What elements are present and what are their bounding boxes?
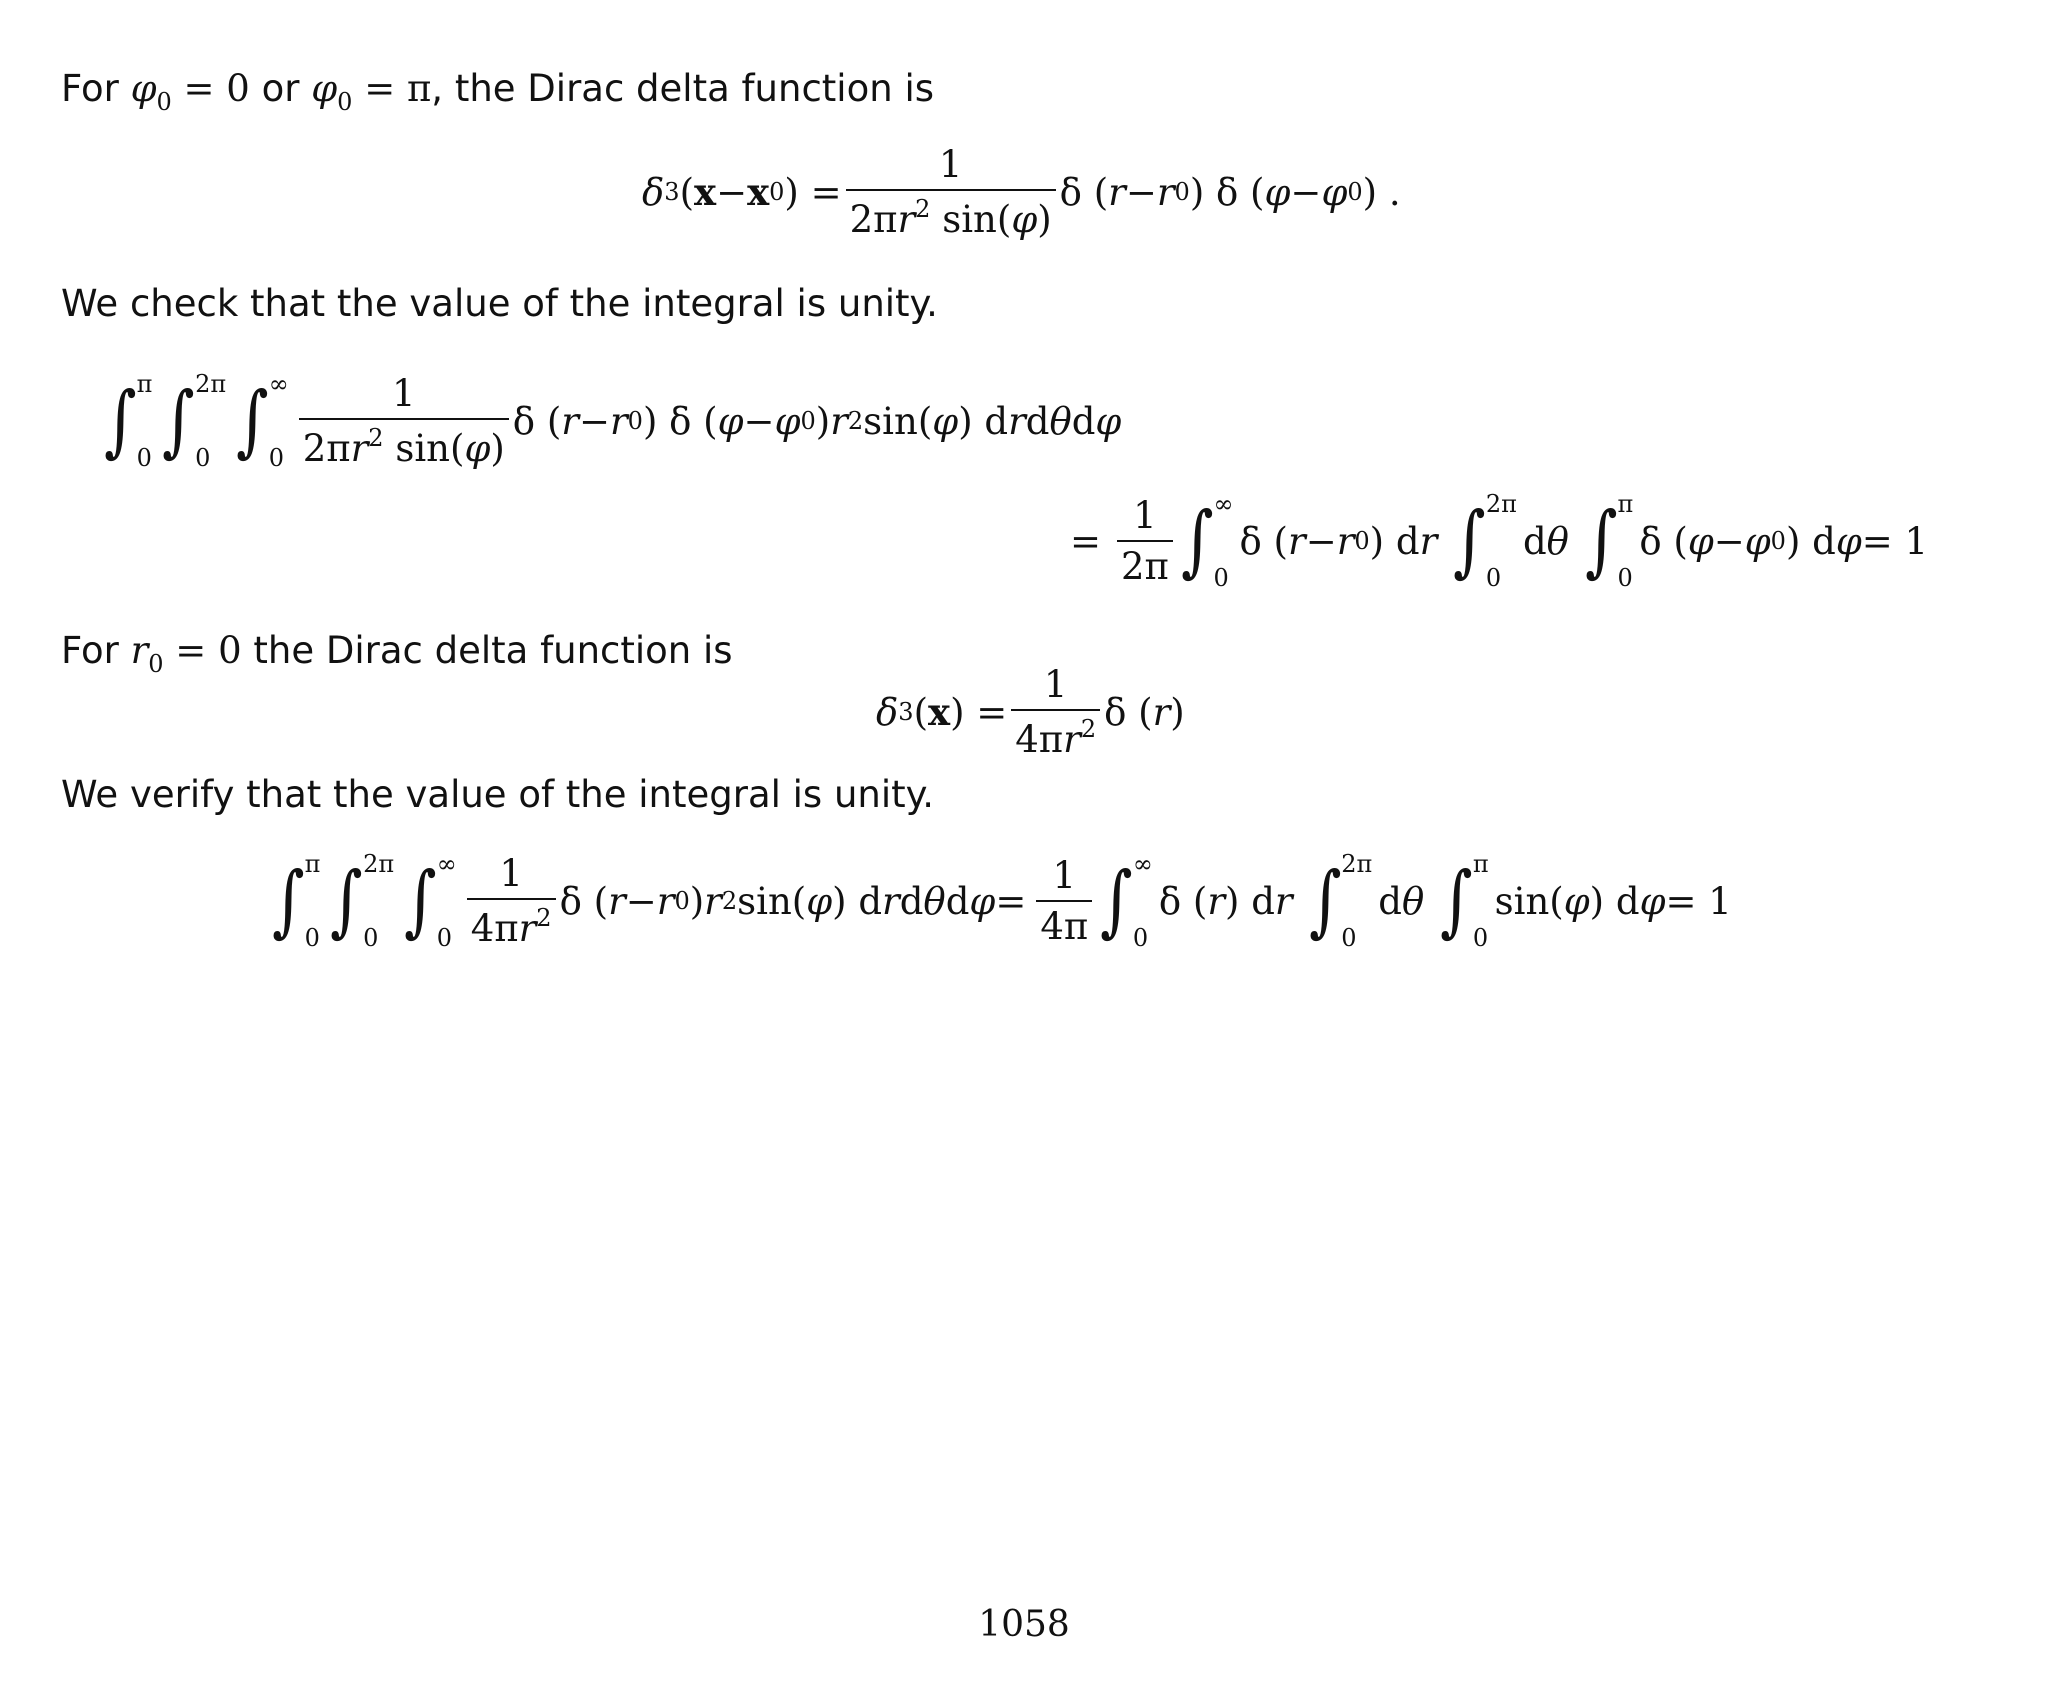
fraction: $\frac{1}{4\pi r^2}$ (467, 855, 556, 947)
paragraph-check-unity: We check that the value of the integral is unity. (61, 282, 938, 325)
fraction: $\frac{1}{2\pi r^2 \sin(\varphi)}$ (846, 146, 1056, 238)
fraction: $\frac{1}{4\pi r^2}$ (1011, 666, 1100, 758)
integral-sign: ∫ 2π 0 (1308, 850, 1373, 952)
integral-sign: ∫ 2π 0 (162, 370, 227, 472)
integral-sign: ∫ π 0 (272, 850, 321, 952)
integral-sign: ∫ ∞ 0 (404, 850, 457, 952)
page-number: 1058 (978, 1604, 1070, 1645)
integral-sign: ∫ π 0 (104, 370, 153, 472)
equation-triple-integral-line1: ∫ π 0 ∫ 2π 0 ∫ ∞ 0 $\frac{1}{2\pi r^2 \sin(\varphi)}$ δ ( r − r 0 ) δ ( φ − φ 0 ) r 2 sin( φ ) d r d θ d φ (100, 372, 1121, 470)
equation-delta3-spherical: δ 3 ( x − x 0 ) = $\frac{1}{2\pi r^2 \sin(\varphi)}$ δ ( r − r 0 ) δ ( φ − φ 0 ) . (642, 143, 1401, 241)
fraction: $\frac{1}{2\pi r^2 \sin(\varphi)}$ (299, 375, 509, 467)
fraction: $\frac{1}{2\pi}$ (1117, 497, 1173, 585)
integral-sign: ∫ 2π 0 (1453, 490, 1517, 592)
integral-sign: ∫ ∞ 0 (1100, 850, 1153, 952)
equation-origin-integral: ∫ π 0 ∫ 2π 0 ∫ ∞ 0 $\frac{1}{4\pi r^2}$ δ ( r − r 0 ) r 2 sin( φ ) d r d θ d φ = $\frac{1}{4\pi}$ ∫ ∞ 0 δ ( r ) d r ∫ 2π 0 d θ ∫ π 0 sin( φ ) d φ = 1 (268, 852, 1732, 950)
paragraph-r0-intro: For $r_0 = 0$ the Dirac delta function is (61, 629, 733, 678)
equation-delta3-origin: δ 3 ( x ) = $\frac{1}{4\pi r^2}$ δ ( r ) (876, 663, 1185, 761)
integral-sign: ∫ π 0 (1440, 850, 1489, 952)
paragraph-phi0-intro: For $\varphi_0 = 0$ or $\varphi_0 = \pi$, the Dirac delta function is (61, 67, 934, 116)
equation-triple-integral-line2: = $\frac{1}{2\pi}$ ∫ ∞ 0 δ ( r − r 0 ) d r ∫ 2π 0 d θ ∫ π 0 δ ( φ − φ 0 ) d φ = 1 (1070, 490, 1929, 592)
fraction: $\frac{1}{4\pi}$ (1036, 857, 1092, 945)
integral-sign: ∫ ∞ 0 (236, 370, 289, 472)
integral-sign: ∫ ∞ 0 (1180, 490, 1234, 592)
integral-sign: ∫ 2π 0 (330, 850, 395, 952)
integral-sign: ∫ π 0 (1584, 490, 1634, 592)
paragraph-verify-unity: We verify that the value of the integral is unity. (61, 773, 935, 816)
